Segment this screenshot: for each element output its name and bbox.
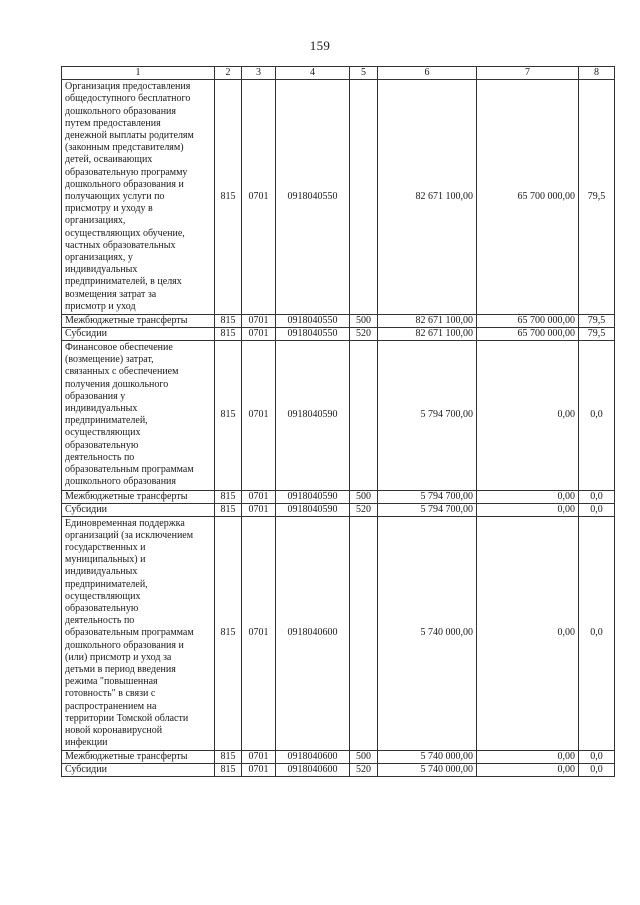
cell-name-line: Организация предоставления [65,81,191,93]
cell-name-line: образовательную [65,602,139,614]
cell-expense-type [350,80,378,315]
table-row-sub [62,315,615,328]
cell-name-line: осуществляющих [65,427,141,439]
cell-section-code: 0701 [242,328,276,341]
cell-name-line: (законным представителям) [65,142,184,154]
cell-target-code: 0918040590 [276,503,350,516]
cell-name-line: образовательную [65,439,139,451]
cell-admin-code: 815 [215,503,242,516]
cell-percent: 79,5 [579,328,615,341]
cell-name-line: связанных с обеспечением [65,366,179,378]
cell-amount-actual: 0,00 [477,341,579,490]
cell-name-line: дошкольного образования и [65,639,184,651]
cell-amount-actual: 0,00 [477,516,579,751]
table-row-item [62,341,615,490]
table-row-sub [62,503,615,516]
cell-name-line: организаций (за исключением [65,529,194,541]
cell-expense-type [350,341,378,490]
cell-percent: 0,0 [579,516,615,751]
header-cell-3: 3 [242,67,276,80]
cell-name-line: готовность" в связи с [65,688,156,700]
cell-name-line: осуществляющих [65,590,141,602]
cell-section-code: 0701 [242,341,276,490]
cell-amount-actual: 65 700 000,00 [477,328,579,341]
cell-name-line: индивидуальных [65,403,138,415]
cell-percent: 0,0 [579,341,615,490]
cell-name-line: детьми в период введения [65,663,176,675]
cell-name: Межбюджетные трансферты [62,751,215,764]
cell-section-code: 0701 [242,490,276,503]
cell-amount-plan: 5 740 000,00 [378,764,477,777]
cell-name: Субсидии [62,503,215,516]
cell-section-code: 0701 [242,503,276,516]
cell-name-line: режима "повышенная [65,676,158,688]
cell-percent: 79,5 [579,80,615,315]
cell-name-line: общедоступного бесплатного [65,93,191,105]
cell-percent: 79,5 [579,315,615,328]
cell-name-line: присмотр и уход [65,300,136,312]
cell-name-line: предпринимателей, в целях [65,276,182,288]
cell-name-line: (или) присмотр и уход за [65,651,172,663]
cell-name-line: инфекции [65,737,108,749]
cell-expense-type: 520 [350,503,378,516]
cell-name-line: образования у [65,390,126,402]
header-cell-6: 6 [378,67,477,80]
cell-section-code: 0701 [242,751,276,764]
cell-amount-actual: 65 700 000,00 [477,80,579,315]
header-cell-7: 7 [477,67,579,80]
cell-name-line: осуществляющих обучение, [65,227,185,239]
table-row-sub [62,764,615,777]
header-cell-8: 8 [579,67,615,80]
cell-admin-code: 815 [215,751,242,764]
cell-name: Субсидии [62,328,215,341]
cell-name-line: получения дошкольного [65,378,169,390]
budget-table [61,66,615,777]
cell-name-line: присмотру и уходу в [65,203,153,215]
cell-expense-type: 520 [350,764,378,777]
cell-name-line: дошкольного образования [65,476,177,488]
cell-name-line: получающих услуги по [65,191,165,203]
cell-expense-type: 520 [350,328,378,341]
page-number: 159 [309,38,331,53]
cell-name-line: деятельность по [65,615,135,627]
cell-name-line: деятельность по [65,451,135,463]
header-cell-4: 4 [276,67,350,80]
cell-target-code: 0918040550 [276,328,350,341]
cell-target-code: 0918040590 [276,490,350,503]
cell-admin-code: 815 [215,341,242,490]
cell-section-code: 0701 [242,80,276,315]
cell-name-line: новой коронавирусной [65,724,163,736]
cell-amount-plan: 5 794 700,00 [378,503,477,516]
cell-name-line: возмещения затрат за [65,288,157,300]
cell-target-code: 0918040550 [276,315,350,328]
cell-name-line: Единовременная поддержка [65,517,185,529]
cell-amount-plan: 5 740 000,00 [378,516,477,751]
cell-percent: 0,0 [579,751,615,764]
cell-target-code: 0918040600 [276,764,350,777]
cell-name-line: частных образовательных [65,239,176,251]
cell-name-line: индивидуальных [65,264,138,276]
cell-amount-plan: 5 740 000,00 [378,751,477,764]
cell-amount-actual: 0,00 [477,503,579,516]
cell-percent: 0,0 [579,490,615,503]
cell-admin-code: 815 [215,516,242,751]
cell-amount-plan: 5 794 700,00 [378,490,477,503]
cell-name: Межбюджетные трансферты [62,490,215,503]
cell-percent: 0,0 [579,503,615,516]
cell-target-code: 0918040550 [276,80,350,315]
header-cell-5: 5 [350,67,378,80]
cell-admin-code: 815 [215,80,242,315]
cell-name-line: образовательным программам [65,464,194,476]
cell-amount-actual: 0,00 [477,764,579,777]
table-row-sub [62,328,615,341]
cell-name-line: образовательную программу [65,166,188,178]
cell-name-line: предпринимателей, [65,415,148,427]
cell-amount-actual: 0,00 [477,490,579,503]
cell-name [62,341,215,490]
cell-name-line: организациях, [65,215,126,227]
cell-name [62,80,215,315]
cell-name [62,516,215,751]
header-cell-2: 2 [215,67,242,80]
cell-expense-type: 500 [350,315,378,328]
cell-expense-type: 500 [350,751,378,764]
cell-name: Субсидии [62,764,215,777]
header-cell-1: 1 [62,67,215,80]
cell-expense-type: 500 [350,490,378,503]
cell-admin-code: 815 [215,490,242,503]
cell-section-code: 0701 [242,516,276,751]
cell-name-line: организациях, у [65,252,133,264]
cell-name-line: путем предоставления [65,117,161,129]
cell-amount-plan: 82 671 100,00 [378,315,477,328]
cell-name-line: (возмещение) затрат, [65,354,154,366]
cell-name-line: муниципальных) и [65,554,146,566]
cell-percent: 0,0 [579,764,615,777]
cell-amount-actual: 65 700 000,00 [477,315,579,328]
cell-admin-code: 815 [215,328,242,341]
table-body [62,67,615,777]
cell-admin-code: 815 [215,764,242,777]
cell-admin-code: 815 [215,315,242,328]
cell-name-line: государственных и [65,541,146,553]
table-header-row [62,67,615,80]
cell-amount-actual: 0,00 [477,751,579,764]
cell-name-line: денежной выплаты родителям [65,130,194,142]
cell-name-line: образовательным программам [65,627,194,639]
cell-amount-plan: 5 794 700,00 [378,341,477,490]
cell-name-line: детей, осваивающих [65,154,153,166]
cell-target-code: 0918040600 [276,751,350,764]
cell-name-line: дошкольного образования и [65,178,184,190]
table-row-sub [62,751,615,764]
cell-name-line: территории Томской области [65,712,189,724]
cell-name-line: Финансовое обеспечение [65,342,173,354]
cell-name-line: дошкольного образования [65,105,177,117]
cell-name-line: распространением на [65,700,157,712]
cell-expense-type [350,516,378,751]
cell-target-code: 0918040590 [276,341,350,490]
table-row-item [62,516,615,751]
cell-name-line: предпринимателей, [65,578,148,590]
table-row-item [62,80,615,315]
cell-name-line: индивидуальных [65,566,138,578]
cell-target-code: 0918040600 [276,516,350,751]
cell-section-code: 0701 [242,315,276,328]
table-row-sub [62,490,615,503]
cell-amount-plan: 82 671 100,00 [378,80,477,315]
cell-name: Межбюджетные трансферты [62,315,215,328]
cell-amount-plan: 82 671 100,00 [378,328,477,341]
cell-section-code: 0701 [242,764,276,777]
